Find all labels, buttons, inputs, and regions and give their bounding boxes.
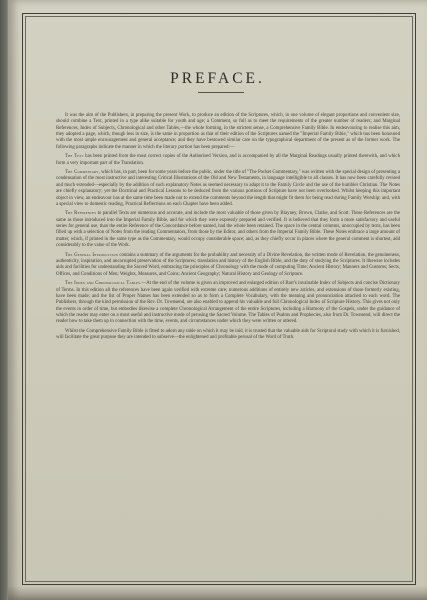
paragraph: It was the aim of the Publishers, in preparing the present Work, to produce an edition of the Scriptures, which, in one volume of elegant proportions and convenient size, should combine a Text, printed in a type alike suitable for youth and age; a Comment, so full as to meet the requirements of the greater number of readers; and Marginal References, Index of Subjects, Chronological and other Tables,—the whole forming, in the strictest sense, a Comprehensive Family Bible. In endeavouring to realise this aim, they adopted a page, which, though less in size, is the same in proportion as that of their edition of the Scriptures named the "Imperial Family Bible," which has been honoured with the most ample encouragement and general acceptance; and they have bestowed similar care on the typographical department of the present as of the former work. The following paragraphs indicate the manner in which the literary portion has been prepared:— [56,113,400,150]
paragraph: The Text has been printed from the most correct copies of the Authorised Version, and is accompanied by all the Marginal Readings usually printed therewith, and which form a very important part of the Translation. [56,154,400,166]
paragraph: Whilst the Comprehensive Family Bible is fitted to adorn any table on which it may be laid, it is trusted that the valuable aids for Scriptural study with which it is furnished, will facilitate the great purpose they are intended to subserve—the enlightened and profitable perusal of the Word of Truth. [56,328,400,341]
book-page [8,0,427,600]
title-rule [198,92,244,93]
paragraph-lead: The Index and Chronological Tables. [65,281,142,287]
paragraph: The General Introduction contains a summary of the arguments for the probability and necessity of a Divine Revelation, the written mode of Revelation, the genuineness, authenticity, inspiration, and uncorrupted preservation of the Scriptures; translation and history of the English Bible, and the duty of studying the Scriptures. It likewise includes aids and facilities for understanding the Sacred Word, embracing the principles of Chronology with the mode of computing Time; Ancient History; Manners and Customs; Sects, Offices, and Conditions of Men; Weights, Measures, and Coins; Ancient Geography; Natural History and Geology of Scripture. [56,252,400,277]
page-title: PREFACE. [170,70,265,87]
paragraph: The Index and Chronological Tables.—At the end of the volume is given an improved and enlarged edition of Barr's invaluable Index of Subjects and concise Dictionary of Terms. In this edition all the references have been again verified with extreme care; numerous additions of entirely new articles, and extensions of those formerly existing, have been made; and the list of Proper Names has been extended so as to form a Complete Vocabulary, with the meaning and pronunciation attached to each word. The Publishers, through the kind permission of the Rev. Dr. Townsend, are also enabled to append his valuable and full Chronological Index of Scripture History. This gives not only the events in order of time, but embodies likewise a complete Chronological Arrangement of the entire Scriptures, including a Harmony of the Gospels, under the guidance of which the reader may enter on a most useful and instructive mode of perusing the Sacred Volume. The Tables of Psalms and Prophecies, also from Dr. Townsend, will direct the reader how to take them up in connection with the time, events, and circumstances under which they were written or uttered. [56,281,400,325]
paragraph-lead: The References [65,211,97,217]
paragraph-lead: The General Introduction [65,252,119,258]
paragraph-lead: The Text [65,154,84,160]
paragraph: The References to parallel Texts are numerous and accurate, and include the most valuable of those given by Blayney, Brown, Clarke, and Scott. These References are the same as those introduced into the Imperial Family Bible, and for which they were expressly prepared and verified. It is believed that they form a more satisfactory and useful series for general use, than the entire Reference of the Concordance before named, had the whole been retained. The space in the central columns, unoccupied by texts, has been filled up with a selection of Notes from the leading Commentators, from those by the Editor, and others from the Imperial Family Bible. These Notes embrace a large amount of matter, which, if printed in the same type as the Commentary, would occupy considerable space; and, as they chiefly occur in places where the general comment is shortest, add considerably to the value of the Work. [56,211,400,249]
preface-body [56,113,400,345]
paragraph: The Commentary, which has, in part, been for some years before the public, under the title of "The Pocket Commentary," was written with the special design of presenting a condensation of the most instructive and interesting Critical Illustrations of the Old and New Testaments, in language intelligible to all classes. It has now been carefully revised and much extended—especially by the addition of such explanatory Notes as seemed necessary to adapt it to the Family Circle and the use of the humbler Christian. The Notes are chiefly explanatory; yet the Doctrinal and Practical Lessons to be deduced from the various portions of Scripture have not been overlooked. Whilst keeping this important object in view, an endeavour has at the same time been made not to extend the comments beyond the length that might fit them for being read during Family Worship; and, with a special view to domestic reading, Practical Reflections on each Chapter have been added. [56,170,400,207]
paragraph-lead: The Commentary, [65,170,100,176]
